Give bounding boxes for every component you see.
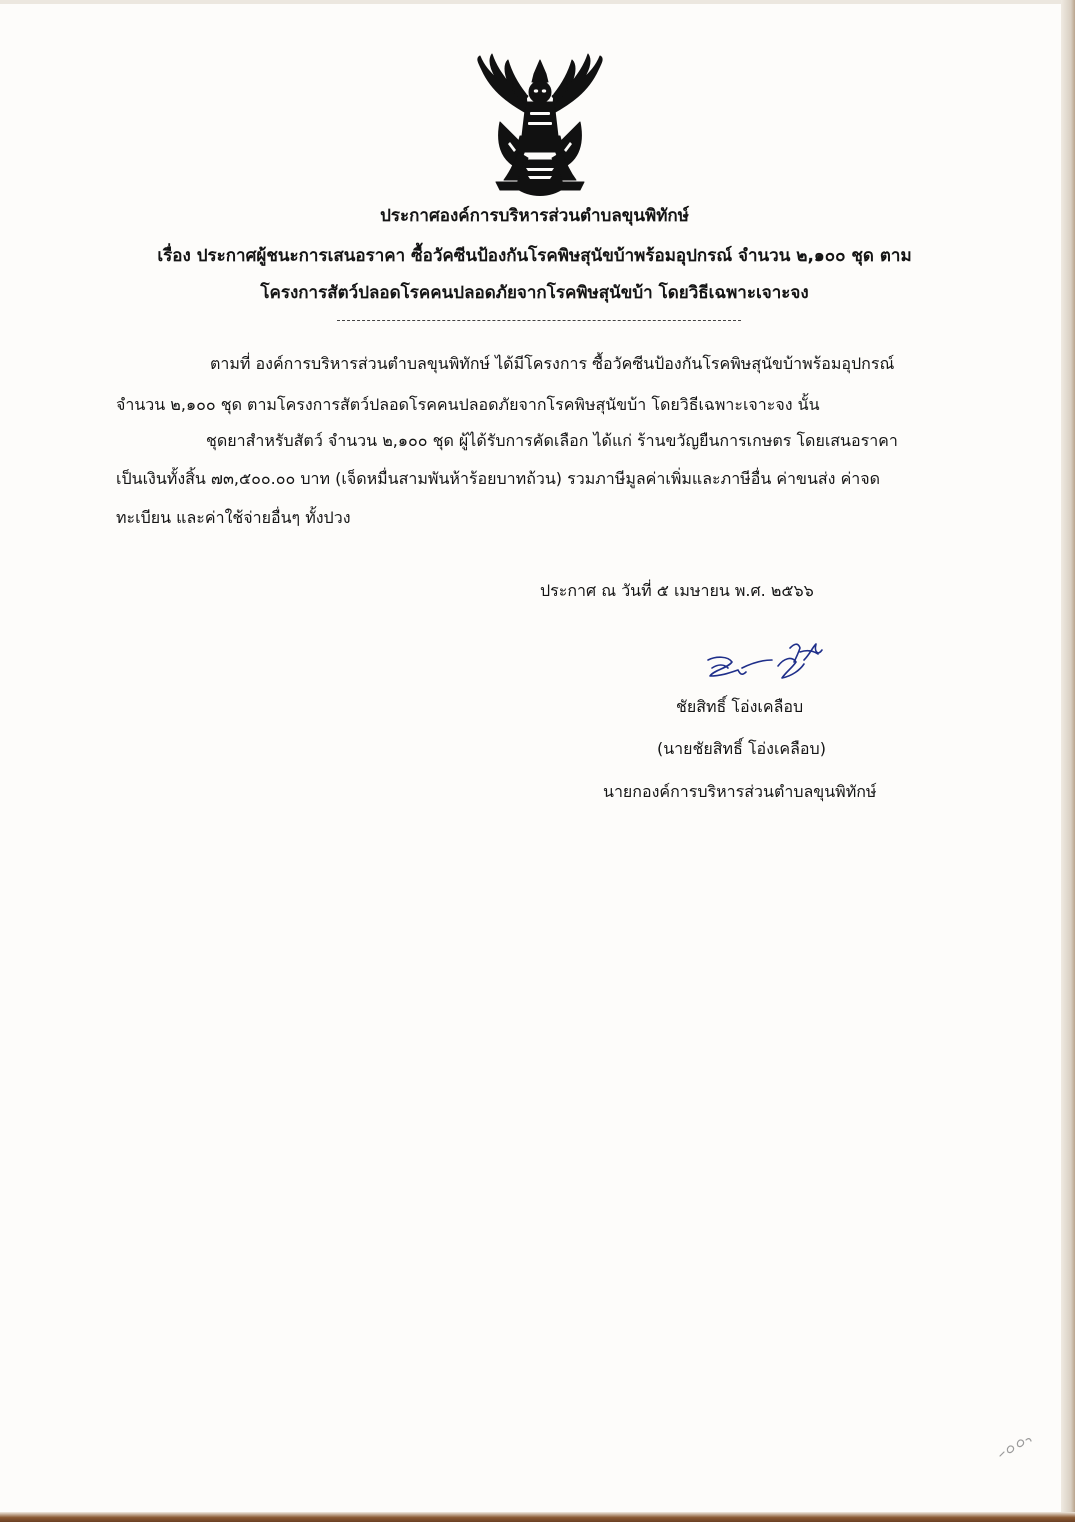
body-paragraph-line: ตามที่ องค์การบริหารส่วนตำบลขุนพิทักษ์ ได้มีโครงการ ซื้อวัคซีนป้องกันโรคพิษสุนัขบ้าพร้อมอุปกรณ์	[210, 354, 895, 373]
handwritten-margin-mark	[996, 1432, 1036, 1462]
header-separator	[337, 320, 741, 321]
body-paragraph-line: ทะเบียน และค่าใช้จ่ายอื่นๆ ทั้งปวง	[116, 508, 351, 527]
announcement-date: ประกาศ ณ วันที่ ๕ เมษายน พ.ศ. ๒๕๖๖	[540, 581, 814, 600]
signatory-name: ชัยสิทธิ์ โอ่งเคลือบ	[676, 697, 804, 716]
announcement-subject: เรื่อง ประกาศผู้ชนะการเสนอราคา ซื้อวัคซีนป้องกันโรคพิษสุนัขบ้าพร้อมอุปกรณ์ จำนวน ๒,๑๐๐ ชุด ตาม	[157, 246, 912, 266]
signatory-full-name: (นายชัยสิทธิ์ โอ่งเคลือบ)	[657, 739, 826, 758]
announcement-title: ประกาศองค์การบริหารส่วนตำบลขุนพิทักษ์	[380, 206, 689, 226]
page-edge-bottom	[0, 1512, 1075, 1522]
body-paragraph-line: ชุดยาสำหรับสัตว์ จำนวน ๒,๑๐๐ ชุด ผู้ได้รับการคัดเลือก ได้แก่ ร้านขวัญยืนการเกษตร โดยเสนอราคา	[206, 431, 898, 450]
announcement-subject-continued: โครงการสัตว์ปลอดโรคคนปลอดภัยจากโรคพิษสุนัขบ้า โดยวิธีเฉพาะเจาะจง	[260, 283, 809, 303]
garuda-emblem-icon	[470, 52, 610, 198]
body-paragraph-line: เป็นเงินทั้งสิ้น ๗๓,๕๐๐.๐๐ บาท (เจ็ดหมื่นสามพันห้าร้อยบาทถ้วน) รวมภาษีมูลค่าเพิ่มและภาษีอื่น ค่าขนส่ง ค่าจด	[116, 469, 881, 488]
body-paragraph-line: จำนวน ๒,๑๐๐ ชุด ตามโครงการสัตว์ปลอดโรคคนปลอดภัยจากโรคพิษสุนัขบ้า โดยวิธีเฉพาะเจาะจง นั้น	[116, 395, 820, 414]
page-edge-top	[0, 0, 1075, 4]
handwritten-signature	[702, 638, 826, 686]
signatory-position: นายกองค์การบริหารส่วนตำบลขุนพิทักษ์	[603, 782, 877, 801]
